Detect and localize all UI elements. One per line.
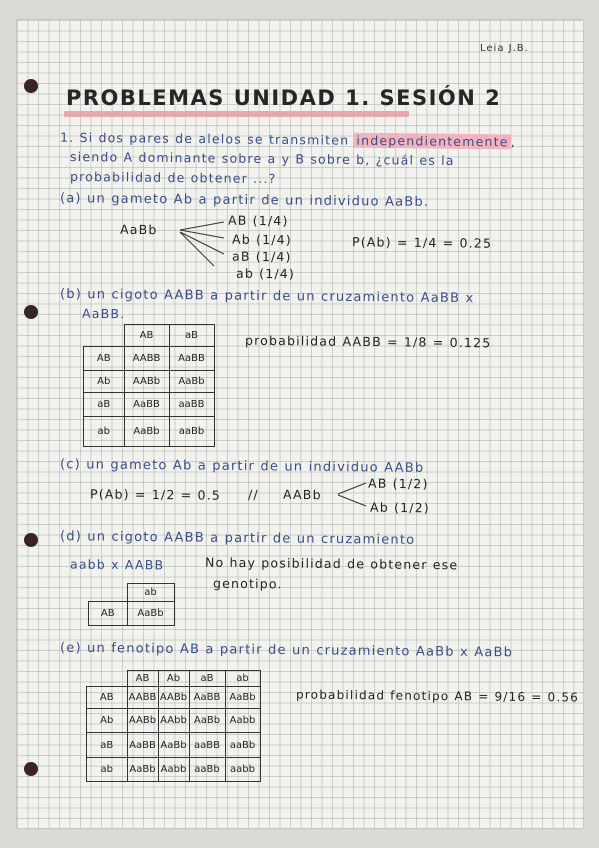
binder-hole <box>24 533 38 547</box>
part-d-note: No hay posibilidad de obtener ese <box>204 554 459 573</box>
col-header: AB <box>127 671 158 687</box>
question-line-2: siendo A dominante sobre a y B sobre b, ¿cuál es la <box>69 148 455 169</box>
highlighted-word: independientemente <box>356 132 509 150</box>
punnett-cell: Aabb <box>158 758 189 782</box>
page-title: PROBLEMAS UNIDAD 1. SESIÓN 2 <box>66 86 502 110</box>
part-b-heading-2: AaBB. <box>81 305 126 322</box>
punnett-cell: Aabb <box>225 709 260 733</box>
question-line-3: probabilidad de obtener ...? <box>69 168 277 187</box>
part-c-result: P(Ab) = 1/2 = 0.5 <box>89 486 222 503</box>
row-header: AB <box>84 347 125 371</box>
punnett-cell: AABB <box>124 347 169 371</box>
punnett-cell: aaBB <box>169 393 214 417</box>
row-header: aB <box>84 393 125 417</box>
punnett-cell: aaBb <box>225 733 260 758</box>
question-line-1: 1. Si dos pares de alelos se transmiten independientemente , <box>59 129 516 150</box>
punnett-cell: AaBB <box>127 733 158 758</box>
part-a-branches <box>178 218 228 268</box>
part-c-separator: // <box>247 486 259 503</box>
part-d-cross: aabb x AABB <box>69 556 165 573</box>
part-c-gamete: Ab (1/2) <box>369 499 431 516</box>
col-header: aB <box>169 325 214 347</box>
row-header: ab <box>87 758 128 782</box>
part-a-gamete: aB (1/4) <box>231 248 292 265</box>
punnett-cell: aabb <box>225 758 260 782</box>
part-b-heading: (b) un cigoto AABB a partir de un cruzamiento AaBB x <box>59 286 475 307</box>
punnett-cell: AaBB <box>189 687 225 709</box>
punnett-cell: AaBb <box>127 758 158 782</box>
part-a-heading: (a) un gameto Ab a partir de un individuo AaBb. <box>59 191 430 210</box>
punnett-square-b <box>83 324 215 447</box>
punnett-cell: aaBb <box>169 417 214 447</box>
punnett-cell: AaBB <box>169 347 214 371</box>
part-a-gamete: Ab (1/4) <box>231 231 293 248</box>
author-name: Leia J.B. <box>480 43 529 54</box>
punnett-cell: AaBb <box>169 371 214 393</box>
punnett-cell: AaBB <box>124 393 169 417</box>
row-header: ab <box>84 417 125 447</box>
punnett-cell: AaBb <box>189 709 225 733</box>
punnett-cell: AaBb <box>127 602 174 626</box>
punnett-cell: AaBb <box>158 733 189 758</box>
part-c-heading: (c) un gameto Ab a partir de un individuo AABb <box>59 457 425 476</box>
punnett-cell: AAbb <box>158 709 189 733</box>
title-highlight <box>64 111 409 117</box>
punnett-cell: AABb <box>124 371 169 393</box>
part-a-gamete: ab (1/4) <box>235 265 296 282</box>
col-header: aB <box>189 671 225 687</box>
part-d-heading: (d) un cigoto AABB a partir de un cruzamiento <box>59 529 416 548</box>
part-e-heading: (e) un fenotipo AB a partir de un cruzamiento AaBb x AaBb <box>59 640 514 661</box>
part-a-result: P(Ab) = 1/4 = 0.25 <box>351 234 493 251</box>
punnett-cell: aaBb <box>189 758 225 782</box>
col-header: ab <box>225 671 260 687</box>
row-header: Ab <box>87 709 128 733</box>
punnett-cell: AaBb <box>225 687 260 709</box>
punnett-cell: AABb <box>127 709 158 733</box>
punnett-cell: AaBb <box>124 417 169 447</box>
row-header: Ab <box>84 371 125 393</box>
part-a-parent: AaBb <box>119 221 158 238</box>
part-c-branches <box>336 480 368 510</box>
punnett-cell: AABb <box>158 687 189 709</box>
part-e-result: probabilidad fenotipo AB = 9/16 = 0.56 <box>295 687 580 705</box>
binder-hole <box>24 305 38 319</box>
col-header: ab <box>127 584 174 602</box>
part-c-gamete: AB (1/2) <box>367 475 429 492</box>
binder-hole <box>24 762 38 776</box>
part-b-result: probabilidad AABB = 1/8 = 0.125 <box>244 332 492 351</box>
punnett-cell: AABB <box>127 687 158 709</box>
row-header: aB <box>87 733 128 758</box>
part-c-parent: AABb <box>282 486 322 503</box>
col-header: Ab <box>158 671 189 687</box>
punnett-square-e <box>86 670 261 782</box>
part-a-gamete: AB (1/4) <box>227 212 289 229</box>
part-d-note-2: genotipo. <box>212 575 283 592</box>
col-header: AB <box>124 325 169 347</box>
punnett-square-d <box>88 583 175 626</box>
row-header: AB <box>87 687 128 709</box>
row-header: AB <box>89 602 128 626</box>
punnett-cell: aaBB <box>189 733 225 758</box>
binder-hole <box>24 79 38 93</box>
